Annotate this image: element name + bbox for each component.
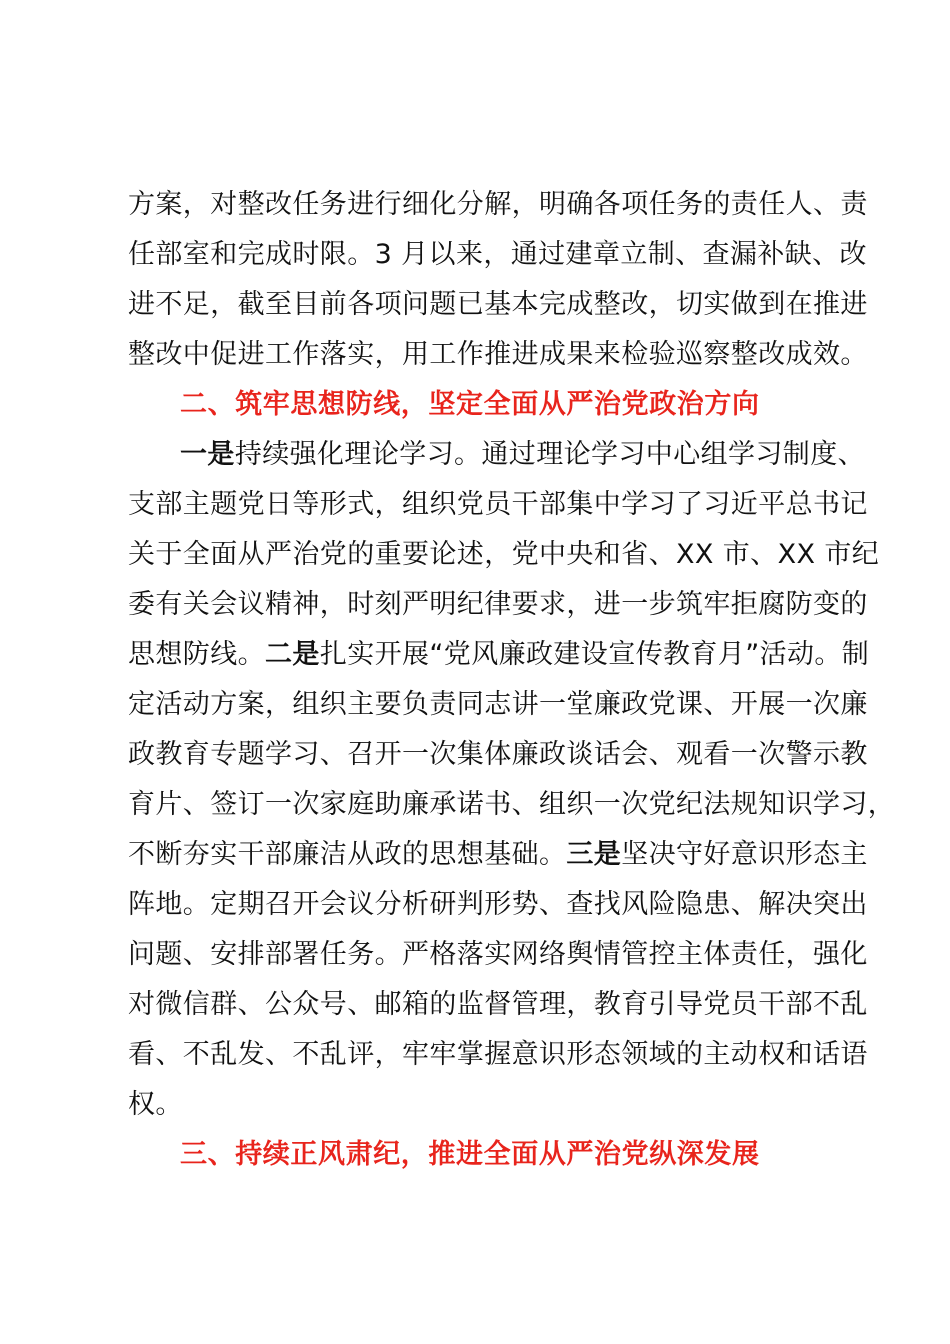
paragraph-line: 委有关会议精神，时刻严明纪律要求，进一步筑牢拒腐防变的 [128,589,868,620]
paragraph-text: 扎实开展“党风廉政建设宣传教育月”活动。制 [319,639,870,670]
lead-phrase: 二是 [265,639,320,670]
paragraph-line: 看、不乱发、不乱评，牢牢掌握意识形态领域的主动权和话语 [128,1039,868,1070]
paragraph-line: 任部室和完成时限。3 月以来，通过建章立制、查漏补缺、改 [128,239,867,270]
lead-phrase: 一是 [180,439,235,470]
paragraph-line [128,835,868,875]
paragraph-line: 权。 [128,1089,183,1120]
paragraph-text: 思想防线。 [128,639,265,670]
paragraph-line: 育片、签订一次家庭助廉承诺书、组织一次党纪法规知识学习， [128,789,896,820]
paragraph-text: 不断夯实干部廉洁从政的思想基础。 [128,839,567,870]
paragraph-line: 阵地。定期召开会议分析研判形势、查找风险隐患、解决突出 [128,889,868,920]
paragraph-line: 问题、安排部署任务。严格落实网络舆情管控主体责任，强化 [128,939,868,970]
paragraph-line: 进不足，截至目前各项问题已基本完成整改，切实做到在推进 [128,289,868,320]
section-heading-3: 三、持续正风肃纪，推进全面从严治党纵深发展 [180,1139,760,1170]
paragraph-line: 整改中促进工作落实，用工作推进成果来检验巡察整改成效。 [128,339,868,370]
paragraph-line: 方案，对整改任务进行细化分解，明确各项任务的责任人、责 [128,189,868,220]
paragraph-line [180,435,865,475]
lead-phrase: 三是 [566,839,622,870]
paragraph-line: 关于全面从严治党的重要论述，党中央和省、XX 市、XX 市纪 [128,539,880,570]
paragraph-line: 政教育专题学习、召开一次集体廉政谈话会、观看一次警示教 [128,739,868,770]
paragraph-text: 持续强化理论学习。通过理论学习中心组学习制度、 [234,439,866,470]
paragraph-line: 支部主题党日等形式，组织党员干部集中学习了习近平总书记 [128,489,868,520]
paragraph-line: 对微信群、公众号、邮箱的监督管理，教育引导党员干部不乱 [128,989,868,1020]
section-heading-2: 二、筑牢思想防线，坚定全面从严治党政治方向 [180,389,760,420]
paragraph-line [128,635,869,675]
paragraph-text: 坚决守好意识形态主 [621,839,868,870]
paragraph-line: 定活动方案，组织主要负责同志讲一堂廉政党课、开展一次廉 [128,689,868,720]
